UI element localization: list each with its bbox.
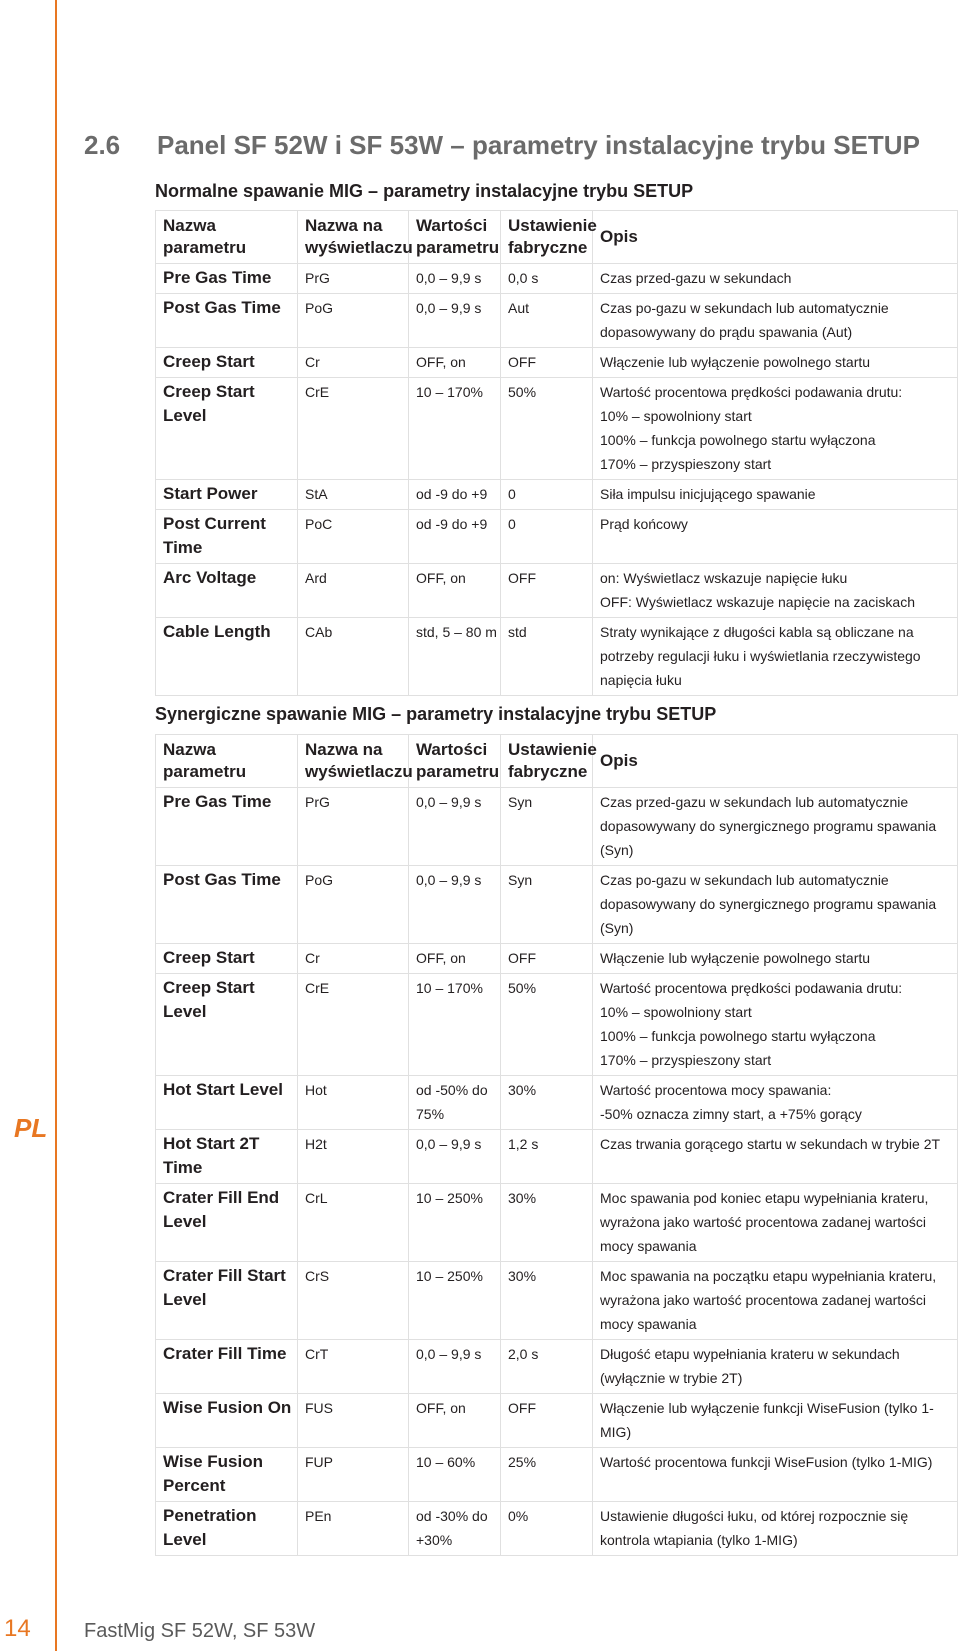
description-cell [593, 1130, 958, 1184]
param-name-cell: Creep Start Level [156, 974, 298, 1076]
display-code-cell: CrS [298, 1262, 409, 1340]
default-value-cell: 30% [501, 1262, 593, 1340]
value-range-cell: 10 – 250% [409, 1262, 501, 1340]
col-header-display: Nazwa na wyświetlaczu [298, 735, 409, 788]
value-range-cell: 0,0 – 9,9 s [409, 264, 501, 294]
display-code-cell: H2t [298, 1130, 409, 1184]
table-row [156, 974, 958, 1076]
default-value-cell: OFF [501, 1394, 593, 1448]
col-header-desc: Opis [593, 211, 958, 264]
default-value-cell: 25% [501, 1448, 593, 1502]
description-line: 170% – przyspieszony start [600, 456, 772, 472]
value-range-cell: std, 5 – 80 m [409, 618, 501, 696]
table-row [156, 1502, 958, 1556]
display-code-cell: PoG [298, 294, 409, 348]
param-name-cell: Post Gas Time [156, 294, 298, 348]
description-line: 10% – spowolniony start [600, 1004, 752, 1020]
description-cell [593, 866, 958, 944]
col-header-display: Nazwa na wyświetlaczu [298, 211, 409, 264]
description-line: Moc spawania pod koniec etapu wypełniania krateru, wyrażona jako wartość procentowa zadanej wartości mocy spawania [600, 1190, 929, 1254]
display-code-cell: Hot [298, 1076, 409, 1130]
description-cell [593, 294, 958, 348]
display-code-cell: Ard [298, 564, 409, 618]
display-code-cell: PrG [298, 788, 409, 866]
table-row [156, 1394, 958, 1448]
value-range-cell: od -9 do +9 [409, 510, 501, 564]
display-code-cell: PoC [298, 510, 409, 564]
display-code-cell: PEn [298, 1502, 409, 1556]
display-code-cell: Cr [298, 944, 409, 974]
description-cell [593, 510, 958, 564]
col-header-values: Wartości parametru [409, 735, 501, 788]
description-line: Wartość procentowa funkcji WiseFusion (tylko 1-MIG) [600, 1454, 933, 1470]
description-cell [593, 788, 958, 866]
description-line: 10% – spowolniony start [600, 408, 752, 424]
col-header-name: Nazwa parametru [156, 211, 298, 264]
value-range-cell: OFF, on [409, 564, 501, 618]
description-line: Wartość procentowa prędkości podawania drutu: [600, 980, 903, 996]
description-line: 100% – funkcja powolnego startu wyłączona [600, 1028, 876, 1044]
col-header-default: Ustawienie fabryczne [501, 735, 593, 788]
section-heading [84, 130, 920, 161]
display-code-cell: StA [298, 480, 409, 510]
display-code-cell: CrT [298, 1340, 409, 1394]
description-cell [593, 348, 958, 378]
table-row [156, 564, 958, 618]
display-code-cell: PoG [298, 866, 409, 944]
description-cell [593, 1184, 958, 1262]
normal-mig-rows [156, 264, 958, 696]
value-range-cell: 10 – 60% [409, 1448, 501, 1502]
footer-title: FastMig SF 52W, SF 53W [84, 1620, 316, 1642]
value-range-cell: OFF, on [409, 348, 501, 378]
table-row [156, 1184, 958, 1262]
description-line: Siła impulsu inicjującego spawanie [600, 486, 816, 502]
section-number: 2.6 [84, 130, 121, 160]
col-header-values: Wartości parametru [409, 211, 501, 264]
param-name-cell: Pre Gas Time [156, 788, 298, 866]
description-cell [593, 264, 958, 294]
table-row [156, 480, 958, 510]
description-line: Moc spawania na początku etapu wypełniania krateru, wyrażona jako wartość procentowa zadanej wartości mocy spawania [600, 1268, 937, 1332]
default-value-cell: OFF [501, 348, 593, 378]
description-line: Długość etapu wypełniania krateru w sekundach (wyłącznie w trybie 2T) [600, 1346, 900, 1386]
table-row [156, 944, 958, 974]
default-value-cell: 50% [501, 378, 593, 480]
col-header-name: Nazwa parametru [156, 735, 298, 788]
param-name-cell: Creep Start [156, 348, 298, 378]
default-value-cell: 30% [501, 1076, 593, 1130]
description-cell [593, 1448, 958, 1502]
value-range-cell: 0,0 – 9,9 s [409, 1340, 501, 1394]
table-header-row [156, 735, 958, 788]
table-header-row [156, 211, 958, 264]
description-line: Czas po-gazu w sekundach lub automatycznie dopasowywany do synergicznego programu spawania (Syn) [600, 872, 937, 936]
param-name-cell: Post Current Time [156, 510, 298, 564]
param-name-cell: Crater Fill End Level [156, 1184, 298, 1262]
value-range-cell: 0,0 – 9,9 s [409, 788, 501, 866]
param-name-cell: Cable Length [156, 618, 298, 696]
value-range-cell: OFF, on [409, 944, 501, 974]
display-code-cell: FUS [298, 1394, 409, 1448]
col-header-default: Ustawienie fabryczne [501, 211, 593, 264]
normal-mig-table [155, 210, 958, 696]
description-line: Czas trwania gorącego startu w sekundach w trybie 2T [600, 1136, 941, 1152]
description-cell [593, 1340, 958, 1394]
param-name-cell: Crater Fill Start Level [156, 1262, 298, 1340]
value-range-cell: od -50% do 75% [409, 1076, 501, 1130]
col-header-desc: Opis [593, 735, 958, 788]
description-cell [593, 1502, 958, 1556]
table-row [156, 294, 958, 348]
description-line: 100% – funkcja powolnego startu wyłączona [600, 432, 876, 448]
table-row [156, 348, 958, 378]
display-code-cell: CrL [298, 1184, 409, 1262]
margin-rule [55, 0, 57, 1651]
default-value-cell: Syn [501, 866, 593, 944]
table-row [156, 618, 958, 696]
param-name-cell: Wise Fusion Percent [156, 1448, 298, 1502]
description-line: OFF: Wyświetlacz wskazuje napięcie na zaciskach [600, 594, 915, 610]
description-line: Wartość procentowa prędkości podawania drutu: [600, 384, 903, 400]
table-row [156, 510, 958, 564]
table-row [156, 1448, 958, 1502]
table-row [156, 1130, 958, 1184]
param-name-cell: Hot Start Level [156, 1076, 298, 1130]
description-cell [593, 564, 958, 618]
description-line: Wartość procentowa mocy spawania: [600, 1082, 832, 1098]
default-value-cell: 0% [501, 1502, 593, 1556]
description-cell [593, 1262, 958, 1340]
synergic-mig-rows [156, 788, 958, 1556]
default-value-cell: OFF [501, 564, 593, 618]
default-value-cell: Aut [501, 294, 593, 348]
description-line: Straty wynikające z długości kabla są obliczane na potrzeby regulacji łuku i wyświetlania rzeczywistego napięcia łuku [600, 624, 921, 688]
param-name-cell: Arc Voltage [156, 564, 298, 618]
default-value-cell: 1,2 s [501, 1130, 593, 1184]
table-row [156, 788, 958, 866]
value-range-cell: 0,0 – 9,9 s [409, 1130, 501, 1184]
default-value-cell: 30% [501, 1184, 593, 1262]
description-line: Prąd końcowy [600, 516, 688, 532]
display-code-cell: CAb [298, 618, 409, 696]
description-line: 170% – przyspieszony start [600, 1052, 772, 1068]
default-value-cell: Syn [501, 788, 593, 866]
param-name-cell: Crater Fill Time [156, 1340, 298, 1394]
normal-mig-heading: Normalne spawanie MIG – parametry instalacyjne trybu SETUP [155, 181, 694, 201]
description-line: on: Wyświetlacz wskazuje napięcie łuku [600, 570, 848, 586]
table-row [156, 866, 958, 944]
table-row [156, 1076, 958, 1130]
description-line: Włączenie lub wyłączenie powolnego startu [600, 354, 871, 370]
display-code-cell: CrE [298, 378, 409, 480]
value-range-cell: 0,0 – 9,9 s [409, 294, 501, 348]
description-line: Czas przed-gazu w sekundach lub automatycznie dopasowywany do synergicznego programu spawania (Syn) [600, 794, 937, 858]
description-cell [593, 480, 958, 510]
table-row [156, 264, 958, 294]
description-cell [593, 1394, 958, 1448]
default-value-cell: 0,0 s [501, 264, 593, 294]
table-row [156, 1262, 958, 1340]
description-cell [593, 1076, 958, 1130]
param-name-cell: Penetration Level [156, 1502, 298, 1556]
param-name-cell: Creep Start [156, 944, 298, 974]
table-row [156, 378, 958, 480]
param-name-cell: Creep Start Level [156, 378, 298, 480]
description-line: Włączenie lub wyłączenie powolnego startu [600, 950, 871, 966]
language-tab: PL [14, 1113, 48, 1143]
description-line: Czas po-gazu w sekundach lub automatycznie dopasowywany do prądu spawania (Aut) [600, 300, 889, 340]
value-range-cell: 0,0 – 9,9 s [409, 866, 501, 944]
description-cell [593, 618, 958, 696]
default-value-cell: 0 [501, 510, 593, 564]
default-value-cell: std [501, 618, 593, 696]
default-value-cell: 0 [501, 480, 593, 510]
param-name-cell: Post Gas Time [156, 866, 298, 944]
description-cell [593, 378, 958, 480]
section-title: Panel SF 52W i SF 53W – parametry instalacyjne trybu SETUP [157, 130, 920, 160]
display-code-cell: CrE [298, 974, 409, 1076]
page-number: 14 [4, 1615, 31, 1642]
param-name-cell: Pre Gas Time [156, 264, 298, 294]
description-line: Włączenie lub wyłączenie funkcji WiseFusion (tylko 1-MIG) [600, 1400, 934, 1440]
value-range-cell: 10 – 170% [409, 378, 501, 480]
value-range-cell: od -30% do +30% [409, 1502, 501, 1556]
value-range-cell: od -9 do +9 [409, 480, 501, 510]
synergic-mig-table [155, 734, 958, 1556]
description-cell [593, 944, 958, 974]
default-value-cell: 50% [501, 974, 593, 1076]
description-line: -50% oznacza zimny start, a +75% gorący [600, 1106, 862, 1122]
value-range-cell: OFF, on [409, 1394, 501, 1448]
value-range-cell: 10 – 170% [409, 974, 501, 1076]
param-name-cell: Wise Fusion On [156, 1394, 298, 1448]
default-value-cell: OFF [501, 944, 593, 974]
display-code-cell: PrG [298, 264, 409, 294]
value-range-cell: 10 – 250% [409, 1184, 501, 1262]
description-cell [593, 974, 958, 1076]
synergic-mig-heading: Synergiczne spawanie MIG – parametry instalacyjne trybu SETUP [155, 704, 717, 724]
description-line: Ustawienie długości łuku, od której rozpocznie się kontrola wtapiania (tylko 1-MIG) [600, 1508, 909, 1548]
display-code-cell: Cr [298, 348, 409, 378]
description-line: Czas przed-gazu w sekundach [600, 270, 792, 286]
table-row [156, 1340, 958, 1394]
param-name-cell: Hot Start 2T Time [156, 1130, 298, 1184]
param-name-cell: Start Power [156, 480, 298, 510]
display-code-cell: FUP [298, 1448, 409, 1502]
default-value-cell: 2,0 s [501, 1340, 593, 1394]
